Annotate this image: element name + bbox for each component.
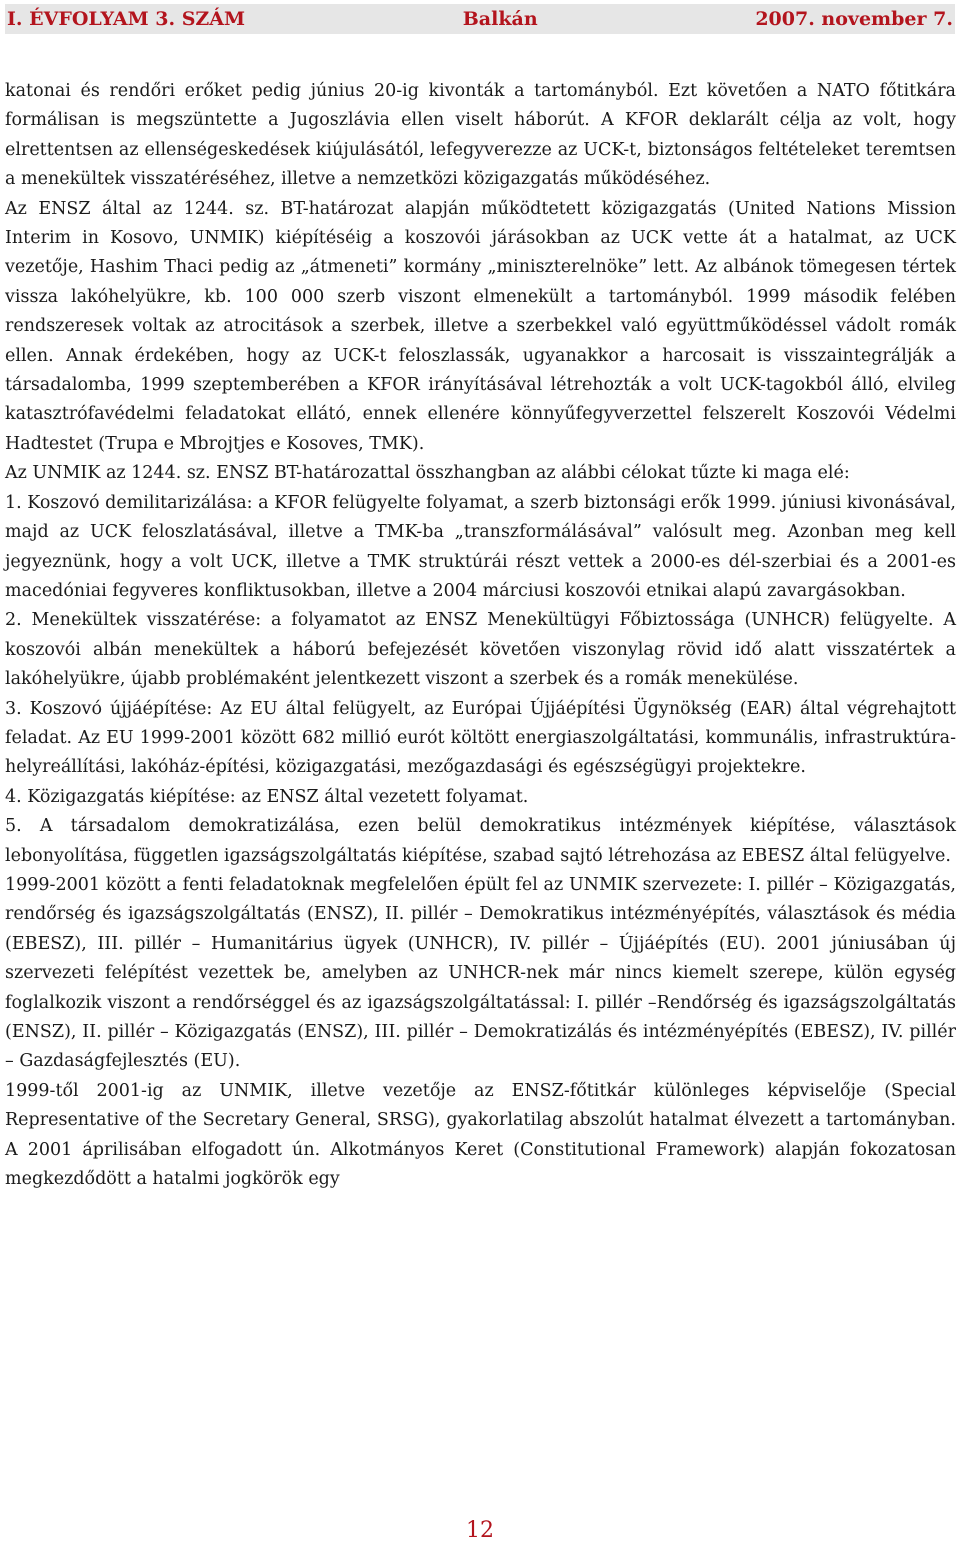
paragraph: 5. A társadalom demokratizálása, ezen belül demokratikus intézmények kiépítése, választások lebonyolítása, független igazságszolgáltatás kiépítése, szabad sajtó létrehozása az EBESZ által felügyelve. — [5, 816, 956, 866]
header-volume: I. ÉVFOLYAM 3. SZÁM — [7, 8, 246, 30]
paragraph: Az UNMIK az 1244. sz. ENSZ BT-határozattal összhangban az alábbi célokat tűzte ki maga elé: — [5, 463, 850, 484]
header-section: Balkán — [462, 8, 538, 30]
running-header — [5, 4, 955, 34]
paragraph: Az ENSZ által az 1244. sz. BT-határozat alapján működtetett közigazgatás (United Nations Mission Interim in Kosovo, UNMIK) kiépítéséig a koszovói járásokban az UCK vette át a hatalmat, az UCK vezetője, Hashim Thaci pedig az „átmeneti” kormány „miniszterelnöke” lett. Az albánok tömegesen tértek vissza lakóhelyükre, kb. 100 000 szerb viszont elmenekült a tartományból. 1999 második felében rendszeresek voltak az atrocitások a szerbek, illetve a szerbekkel való együttműködéssel vádolt romák ellen. Annak érdekében, hogy az UCK-t feloszlassák, ugyanakkor a harcosait is visszaintegrálják a társadalomba, 1999 szeptemberében a KFOR irányításával létrehozták a volt UCK-tagokból álló, elvileg katasztrófavédelmi feladatokat ellátó, ennek ellenére könnyűfegyverzettel felszerelt Koszovói Védelmi Hadtestet (Trupa e Mbrojtjes e Kosoves, TMK). — [5, 198, 956, 454]
paragraph: 2. Menekültek visszatérése: a folyamatot az ENSZ Menekültügyi Főbiztossága (UNHCR) felügyelte. A koszovói albán menekültek a háború befejezését követően viszonylag rövid idő alatt visszatértek a lakóhelyükre, újabb problémaként jelentkezett viszont a szerbek és a romák menekülése. — [5, 610, 956, 690]
header-date: 2007. november 7. — [755, 8, 953, 30]
paragraph: 1. Koszovó demilitarizálása: a KFOR felügyelte folyamat, a szerb biztonsági erők 1999. júniusi kivonásával, majd az UCK feloszlatásával, illetve a TMK-ba „transzformálásával” valósult meg. Azonban meg kell jegyeznünk, hogy a volt UCK, illetve a TMK struktúrái részt vettek a 2000-es dél-szerbiai és a 2001-es macedóniai fegyveres konfliktusokban, illetve a 2004 márciusi koszovói etnikai alapú zavargásokban. — [5, 492, 956, 601]
paragraph: 4. Közigazgatás kiépítése: az ENSZ által vezetett folyamat. — [5, 786, 529, 807]
paragraph: 1999-től 2001-ig az UNMIK, illetve vezetője az ENSZ-főtitkár különleges képviselője (Special Representative of the Secretary General, SRSG), gyakorlatilag abszolút hatalmat élvezett a tartományban. A 2001 áprilisában elfogadott ún. Alkotmányos Keret (Constitutional Framework) alapján fokozatosan megkezdődött a hatalmi jogkörök egy — [5, 1080, 956, 1190]
paragraph: katonai és rendőri erőket pedig június 20-ig kivonták a tartományból. Ezt követően a NATO főtitkára formálisan is megszüntette a Jugoszlávia ellen viselt háborút. A KFOR deklarált célja az volt, hogy elrettentsen az ellenségeskedések kiújulásától, lefegyverezze az UCK-t, biztonságos feltételeket teremtsen a menekültek visszatéréséhez, illetve a nemzetközi közigazgatás működéséhez. — [5, 81, 956, 190]
page-number: 12 — [466, 1518, 494, 1543]
paragraph: 3. Koszovó újjáépítése: Az EU által felügyelt, az Európai Újjáépítési Ügynökség (EAR) által végrehajtott feladat. Az EU 1999-2001 között 682 millió eurót költött energiaszolgáltatási, kommunális, infrastruktúra-helyreállítási, lakóház-építési, közigazgatási, mezőgazdasági és egészségügyi projektekre. — [5, 698, 956, 778]
article-body — [5, 77, 956, 1194]
paragraph: 1999-2001 között a fenti feladatoknak megfelelően épült fel az UNMIK szervezete: I. pillér – Közigazgatás, rendőrség és igazságszolgáltatás (ENSZ), II. pillér – Demokratikus intézményépítés, választások és média (EBESZ), III. pillér – Humanitárius ügyek (UNHCR), IV. pillér – Újjáépítés (EU). 2001 júniusában új szervezeti felépítést vezettek be, amelyben az UNHCR-nek már nincs kiemelt szerepe, külön egység foglalkozik viszont a rendőrséggel és az igazságszolgáltatással: I. pillér –Rendőrség és igazságszolgáltatás (ENSZ), II. pillér – Közigazgatás (ENSZ), III. pillér – Demokratizálás és intézményépítés (EBESZ), IV. pillér – Gazdaságfejlesztés (EU). — [5, 874, 956, 1072]
